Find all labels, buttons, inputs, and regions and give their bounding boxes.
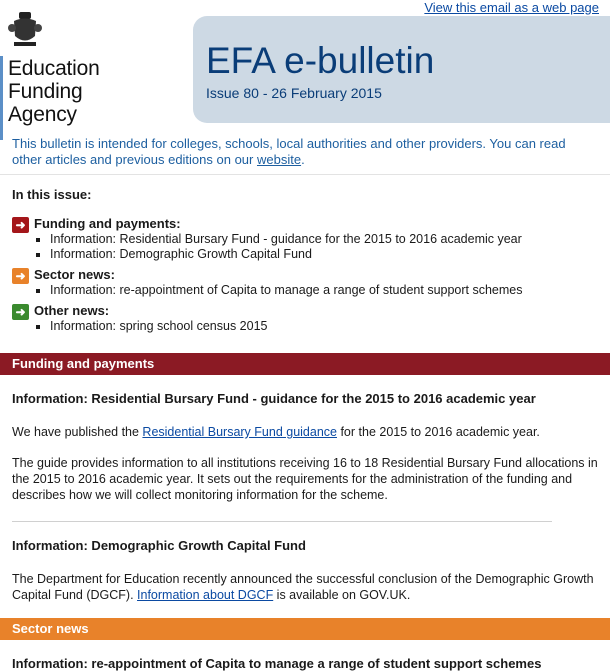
toc-section-funding (12, 216, 598, 262)
arrow-right-icon: ➜ (12, 268, 29, 284)
article-title: Information: re-appointment of Capita to manage a range of student support schemes (12, 656, 542, 671)
divider (12, 521, 552, 522)
arrow-right-icon: ➜ (12, 217, 29, 233)
toc-item[interactable]: ▪ Information: Residential Bursary Fund - guidance for the 2015 to 2016 academic year (50, 232, 522, 247)
bulletin-title: EFA e-bulletin (206, 40, 435, 81)
paragraph-text: The Department for Education recently announced the successful conclusion of the Demographic Growth Capital Fund (DGCF). (12, 572, 594, 602)
sector-content (0, 656, 610, 671)
header (0, 0, 610, 128)
article-paragraph (12, 571, 598, 603)
issue-date: Issue 80 - 26 February 2015 (206, 85, 382, 101)
logo-line-3: Agency (8, 103, 77, 126)
dgcf-info-link[interactable]: Information about DGCF (137, 588, 274, 602)
paragraph-text: for the 2015 to 2016 academic year. (336, 425, 540, 439)
table-of-contents (0, 175, 610, 343)
title-banner (193, 16, 610, 123)
article-title: Information: Demographic Growth Capital Fund (12, 538, 306, 553)
article-paragraph: The guide provides information to all institutions receiving 16 to 18 Residential Bursary Fund allocations in the 2015 to 2016 academic year. It sets out the requirements for the administration of the funding and describes how we will collect monitoring information for the scheme. (12, 456, 598, 502)
efa-logo (8, 12, 178, 126)
logo-line-1: Education (8, 57, 100, 80)
arrow-right-icon: ➜ (12, 304, 29, 320)
toc-section-title: Funding and payments: (34, 216, 181, 231)
toc-title: In this issue: (12, 187, 92, 202)
toc-section-title: Sector news: (34, 267, 115, 282)
rbf-guidance-link[interactable]: Residential Bursary Fund guidance (142, 425, 337, 439)
paragraph-text: is available on GOV.UK. (273, 588, 411, 602)
toc-section-title: Other news: (34, 303, 110, 318)
logo-line-2: Funding (8, 80, 83, 103)
article-title: Information: Residential Bursary Fund - guidance for the 2015 to 2016 academic year (12, 391, 536, 406)
view-as-web-page-link[interactable]: View this email as a web page (424, 0, 599, 15)
intro-text-after: . (301, 152, 305, 167)
toc-item[interactable]: ▪ Information: re-appointment of Capita to manage a range of student support schemes (50, 283, 523, 298)
toc-section-sector (12, 267, 598, 298)
intro-text (0, 128, 610, 175)
toc-section-other (12, 303, 598, 334)
article-paragraph (12, 424, 598, 440)
logo-accent-bar (0, 56, 3, 140)
royal-crest-icon (8, 12, 42, 48)
website-link[interactable]: website (256, 152, 302, 167)
section-header-sector: Sector news (0, 618, 610, 640)
section-header-funding: Funding and payments (0, 353, 610, 375)
toc-item[interactable]: ▪ Information: spring school census 2015 (50, 319, 268, 334)
funding-content (0, 391, 610, 603)
intro-text-before: This bulletin is intended for colleges, schools, local authorities and other providers. You can read other articles and previous editions on our (12, 136, 566, 167)
toc-item[interactable]: ▪ Information: Demographic Growth Capital Fund (50, 247, 522, 262)
paragraph-text: We have published the (12, 425, 143, 439)
